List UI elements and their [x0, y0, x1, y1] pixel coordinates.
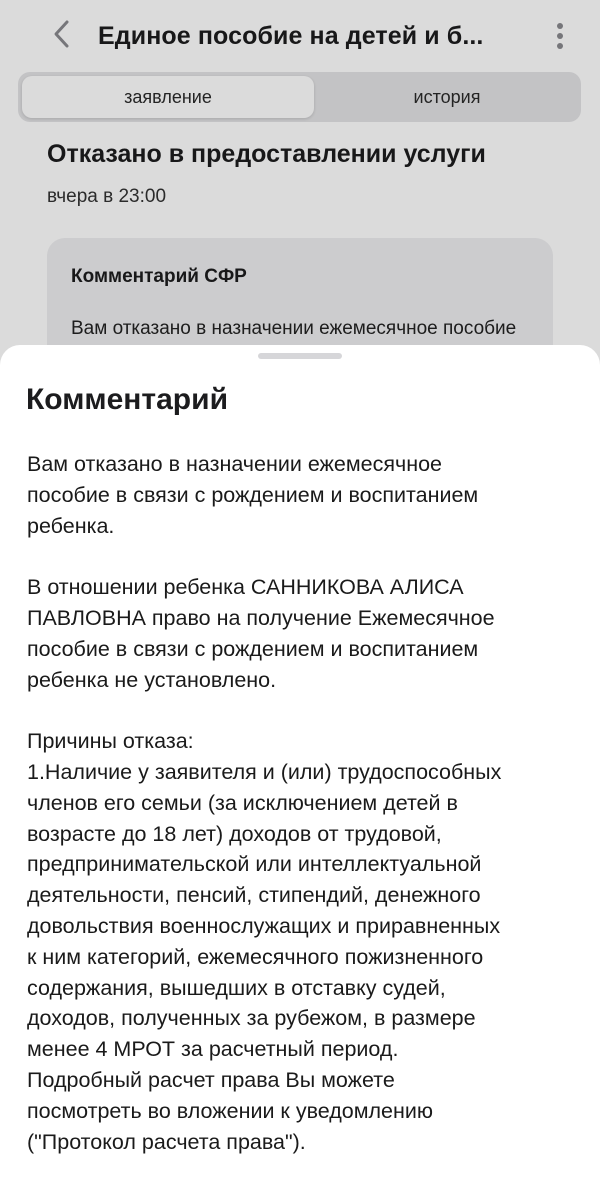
status-title: Отказано в предоставлении услуги [47, 140, 486, 168]
sheet-drag-handle[interactable] [258, 353, 342, 359]
status-timestamp: вчера в 23:00 [47, 186, 167, 207]
comment-paragraph: В отношении ребенка САННИКОВА АЛИСА ПАВЛОВНА право на получение Ежемесячное пособие в связи с рождением и воспитанием ребенка не установлено. [27, 575, 495, 692]
tab-application[interactable]: заявление [22, 76, 314, 118]
tab-history[interactable]: история [413, 86, 481, 107]
comment-paragraph: Вам отказано в назначении ежемесячное пособие в связи с рождением и воспитанием ребенка. [27, 452, 479, 538]
comment-paragraph: Причины отказа: 1.Наличие у заявителя и (или) трудоспособных членов его семьи (за исключением детей в возрасте до 18 лет) доходов от трудовой, предпринимательской или интеллектуальной деятельности, пенсий, стипендий, денежного довольствия военнослужащих и приравненных к ним категорий, ежемесячного пожизненного содержания, вышедших в отставку судей, доходов, полученных за рубежом, в размере менее 4 МРОТ за расчетный период. Подробный расчет права Вы можете посмотреть во вложении к уведомлению ("Протокол расчета права"). [27, 729, 502, 1154]
comment-card-preview: Вам отказано в назначении ежемесячное пособие [71, 318, 517, 339]
comment-card-heading: Комментарий СФР [71, 266, 247, 287]
sheet-body [27, 449, 587, 1157]
comment-bottom-sheet [0, 345, 600, 1180]
page-title: Единое пособие на детей и б... [98, 22, 484, 50]
sheet-title: Комментарий [26, 383, 229, 416]
